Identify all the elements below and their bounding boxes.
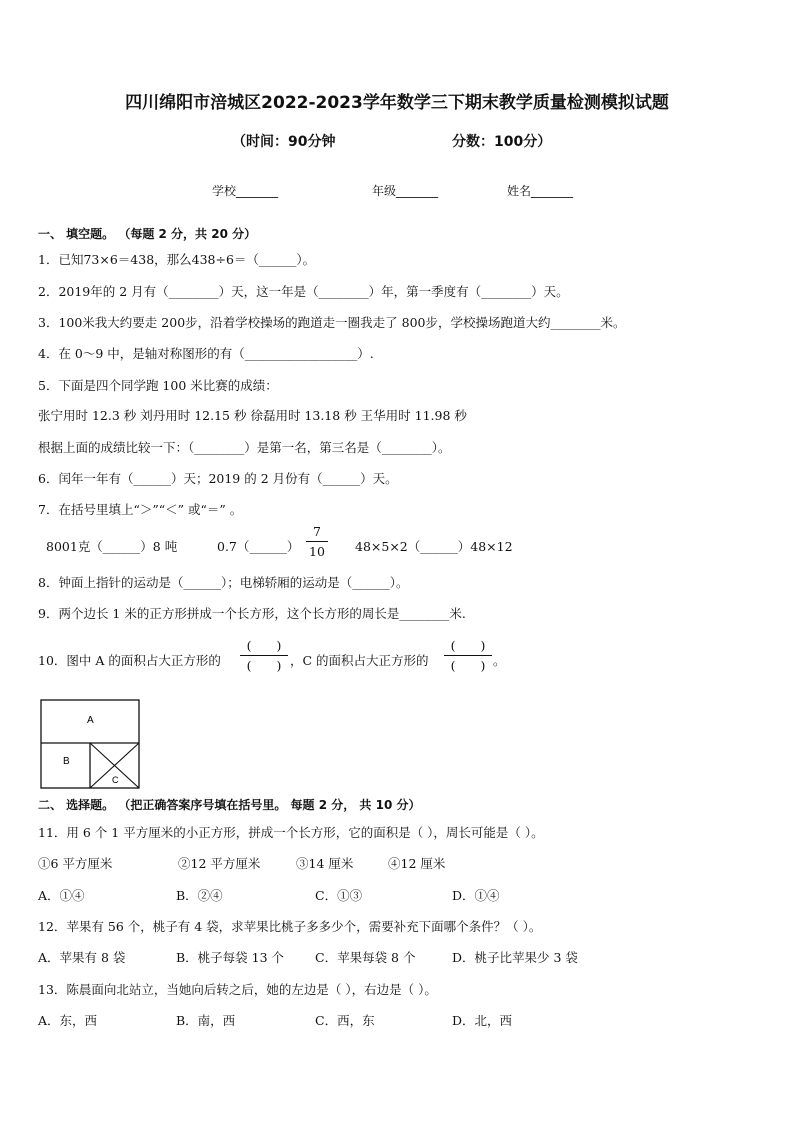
answer-fraction-a bbox=[240, 637, 288, 674]
question-13-choice-d[interactable]: D．北，西 bbox=[452, 1013, 513, 1028]
grade-field[interactable]: 年级_______ bbox=[372, 184, 439, 198]
question-12: 12．苹果有 56 个，桃子有 4 袋，求苹果比桃子多多少个，需要补充下面哪个条件？（ ）。 bbox=[38, 919, 542, 934]
region-b-label: B bbox=[63, 756, 70, 767]
question-10-part-2: ，C 的面积占大正方形的 bbox=[290, 653, 429, 668]
fraction-denominator-blank[interactable]: ( ) bbox=[450, 658, 486, 673]
question-7-item-a: 8001克（______）8 吨 bbox=[46, 539, 178, 554]
question-13-choice-a[interactable]: A．东，西 bbox=[38, 1013, 98, 1028]
fraction-bar bbox=[240, 655, 288, 656]
fraction-bar bbox=[306, 541, 328, 542]
square-diagram bbox=[38, 698, 144, 792]
question-5-compare: 根据上面的成绩比较一下：（________）是第一名，第三名是（________）。 bbox=[38, 440, 451, 455]
page-title: 四川绵阳市涪城区2022-2023学年数学三下期末教学质量检测模拟试题 bbox=[125, 93, 669, 113]
question-11-option-3: ③14 厘米 bbox=[296, 856, 354, 871]
exam-time: （时间：90分钟 bbox=[232, 134, 336, 150]
question-4: 4．在 0～9 中，是轴对称图形的有（__________________）. bbox=[38, 346, 374, 361]
question-5-times: 张宁用时 12.3 秒 刘丹用时 12.15 秒 徐磊用时 13.18 秒 王华用时 11.98 秒 bbox=[38, 408, 467, 423]
question-11-choice-c[interactable]: C．①③ bbox=[315, 888, 363, 903]
section-1-heading: 一、 填空题。 （每题 2 分，共 20 分） bbox=[38, 227, 257, 241]
fraction-numerator-blank[interactable]: ( ) bbox=[246, 638, 282, 653]
question-7-item-b: 0.7（______） bbox=[217, 539, 300, 554]
question-13: 13．陈晨面向北站立，当她向后转之后，她的左边是（ ），右边是（ ）。 bbox=[38, 982, 437, 997]
question-13-choice-b[interactable]: B．南，西 bbox=[176, 1013, 236, 1028]
question-11-choice-d[interactable]: D．①④ bbox=[452, 888, 500, 903]
name-field[interactable]: 姓名_______ bbox=[507, 184, 574, 198]
question-11-option-4: ④12 厘米 bbox=[388, 856, 446, 871]
question-11-option-2: ②12 平方厘米 bbox=[178, 856, 261, 871]
region-a-label: A bbox=[87, 715, 94, 726]
question-12-choice-b[interactable]: B．桃子每袋 13 个 bbox=[176, 950, 285, 965]
exam-score: 分数：100分） bbox=[452, 134, 552, 150]
question-11-choice-b[interactable]: B．②④ bbox=[176, 888, 223, 903]
question-12-choice-a[interactable]: A．苹果有 8 袋 bbox=[38, 950, 126, 965]
question-5: 5．下面是四个同学跑 100 米比赛的成绩： bbox=[38, 378, 278, 393]
fraction-numerator-blank[interactable]: ( ) bbox=[450, 638, 486, 653]
question-1: 1．已知73×6＝438，那么438÷6＝（______）。 bbox=[38, 252, 316, 267]
question-11: 11．用 6 个 1 平方厘米的小正方形，拼成一个长方形，它的面积是（ ），周长可能是（ ）。 bbox=[38, 825, 544, 840]
fraction-denominator: 10 bbox=[309, 544, 325, 559]
question-2: 2．2019年的 2 月有（________）天，这一年是（________）年，第一季度有（________）天。 bbox=[38, 284, 569, 299]
fraction-seven-tenths bbox=[306, 523, 328, 560]
question-12-choice-d[interactable]: D．桃子比苹果少 3 袋 bbox=[452, 950, 578, 965]
question-12-choice-c[interactable]: C．苹果每袋 8 个 bbox=[315, 950, 416, 965]
school-field[interactable]: 学校_______ bbox=[212, 184, 279, 198]
section-2-heading: 二、 选择题。 （把正确答案序号填在括号里。 每题 2 分， 共 10 分） bbox=[38, 798, 421, 812]
answer-fraction-c bbox=[444, 637, 492, 674]
region-c-label: C bbox=[112, 775, 119, 785]
question-7: 7．在括号里填上“＞”“＜” 或“＝” 。 bbox=[38, 502, 243, 517]
question-8: 8．钟面上指针的运动是（______）；电梯轿厢的运动是（______）。 bbox=[38, 575, 409, 590]
question-9: 9．两个边长 1 米的正方形拼成一个长方形，这个长方形的周长是________米. bbox=[38, 606, 466, 621]
question-11-choice-a[interactable]: A．①④ bbox=[38, 888, 85, 903]
question-6: 6．闰年一年有（______）天；2019 的 2 月份有（______）天。 bbox=[38, 471, 398, 486]
fraction-denominator-blank[interactable]: ( ) bbox=[246, 658, 282, 673]
question-3: 3．100米我大约要走 200步，沿着学校操场的跑道走一圈我走了 800步，学校操场跑道大约________米。 bbox=[38, 315, 626, 330]
fraction-bar bbox=[444, 655, 492, 656]
question-13-choice-c[interactable]: C．西，东 bbox=[315, 1013, 375, 1028]
question-7-item-c: 48×5×2（______）48×12 bbox=[355, 539, 513, 554]
question-10-part-1: 10．图中 A 的面积占大正方形的 bbox=[38, 653, 221, 668]
question-11-option-1: ①6 平方厘米 bbox=[38, 856, 113, 871]
fraction-numerator: 7 bbox=[313, 524, 321, 539]
question-10-part-3: 。 bbox=[493, 653, 506, 668]
